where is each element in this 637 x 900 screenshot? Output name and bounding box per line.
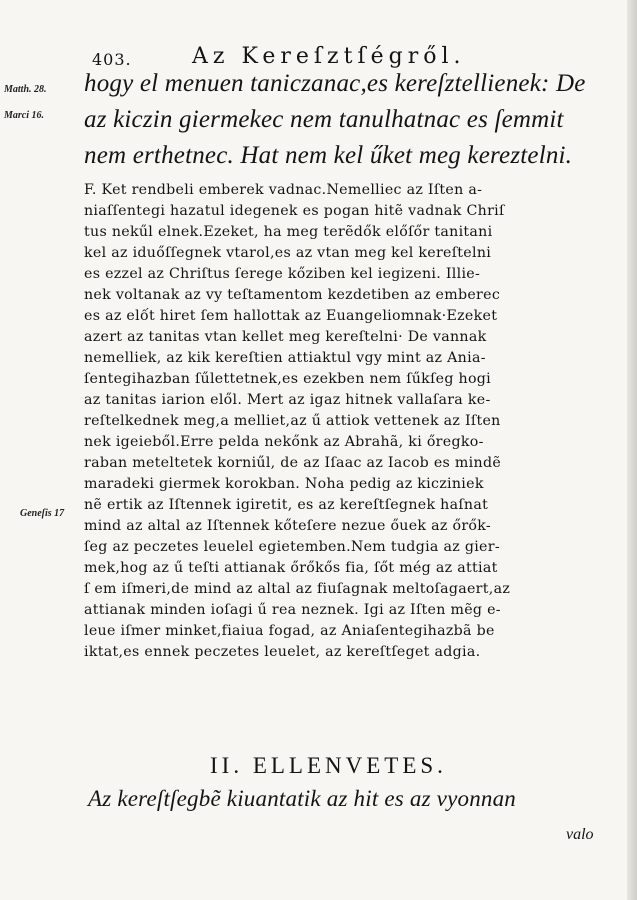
catchword: valo [566,826,594,843]
body-line: es ezzel az Chriſtus ſerege kőziben kel iegizeni. Illie- [84,266,481,282]
margin-note-genesis: Geneſis 17 [20,508,65,519]
margin-note-marci: Marci 16. [4,110,44,121]
body-line: ſeg az peczetes leuelel egietemben.Nem tudgia az gier- [84,539,500,555]
body-line: az tanitas iarion elől. Mert az igaz hitnek vallaſara ke- [84,392,491,408]
body-line: es az elốt hiret ſem hallottak az Euangeliomnak·Ezeket [84,308,498,324]
body-line: niaſſentegi hazatul idegenek es pogan hitẽ vadnak Chriſ [84,203,505,219]
body-line: reſtelkednek meg,a melliet,az ű attiok vettenek az Iſten [84,413,501,429]
body-line: mek,hog az ű teſti attianak őrőkős fia, ſőt még az attiat [84,560,498,576]
page-header [92,44,532,70]
body-line: ſ em iſmeri,de mind az altal az fiuſagnak meltoſagaert,az [84,581,511,597]
body-line: ſentegihazban ſűlettetnek,es ezekben nem ſűkſeg hogi [84,371,492,387]
body-line: attianak minden ioſagi ű rea neznek. Igi az Iſten mẽg e- [84,602,501,618]
margin-note-matth: Matth. 28. [4,84,47,95]
body-line: iktat,es ennek peczetes leuelet, az kereſtſeget adgia. [84,644,481,660]
body-line: tus nekűl elnek.Ezeket, ha meg terẽdők előſőr tanitani [84,224,493,240]
page-edge [627,0,637,900]
body-line: nẽ ertik az Iſtennek igiretit, es az kereſtſegnek haſnat [84,497,489,513]
body-line: leue iſmer minket,fiaiua fogad, az Aniaſentegihazbã be [84,623,495,639]
body-line: F. Ket rendbeli emberek vadnac.Nemelliec az Iſten a- [84,182,483,198]
body-line: kel az iduőſſegnek vtarol,es az vtan meg kel kereſtelni [84,245,492,261]
italic-line: az kiczin giermekec nem tanulhatnac es ſemmit [84,106,564,133]
section-heading: II. ELLENVETES. [210,753,447,778]
running-head: Az Kereſztſégről. [192,44,466,69]
body-line: nemelliek, az kik kereſtien attiaktul vgy mint az Ania- [84,350,486,366]
body-line: azert az tanitas vtan kellet meg kereſtelni· De vannak [84,329,487,345]
body-line: nek igeieből.Erre pelda nekőnk az Abrahã, ki őregko- [84,434,484,450]
body-line: maradeki giermek korokban. Noha pedig az kicziniek [84,476,484,492]
italic-line: hogy el menuen taniczanac,es kereſztellienek: De [84,70,586,97]
section-italic-line: Az kereſtſegbẽ kiuantatik az hit es az vyonnan [88,786,516,811]
italic-line: nem erthetnec. Hat nem kel űket meg kereztelni. [84,142,573,169]
body-line: raban meteltetek korniűl, de az Iſaac az Iacob es mindẽ [84,455,502,471]
body-line: mind az altal az Iſtennek kőteſere nezue őuek az őrők- [84,518,491,534]
body-line: nek voltanak az vy teſtamentom kezdetiben az emberec [84,287,501,303]
page-number: 403. [92,50,132,69]
